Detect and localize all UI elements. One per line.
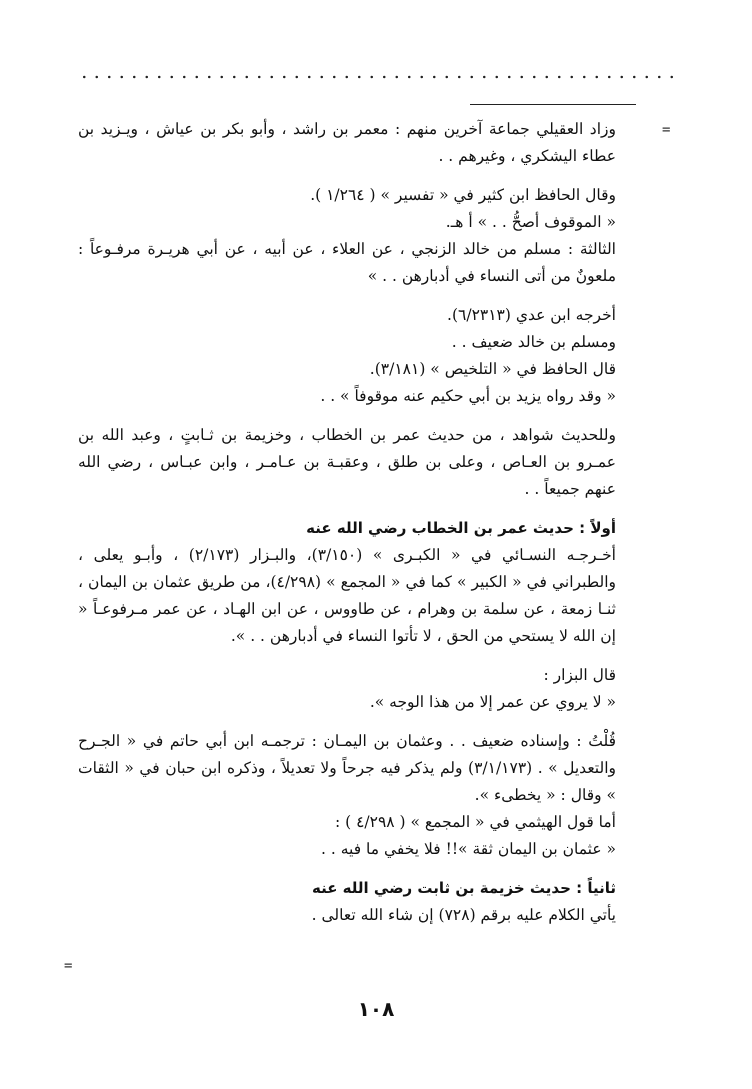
footnote-text — [78, 116, 638, 929]
text-line: « لا يروي عن عمر إلا من هذا الوجه ». — [369, 693, 616, 711]
page-number: ١٠٨ — [357, 997, 395, 1021]
text-line: وزاد العقيلي جماعة آخرين منهم : معمر بن راشد ، وأبو بكر بن عياش ، ويـزيد بن عطاء اليشكري ، وغيرهم . . — [78, 120, 616, 165]
section-heading: أولاً : حديث عمر بن الخطاب رضي الله عنه — [306, 519, 616, 537]
text-line: قال الحافظ في « التلخيص » (٣/١٨١). — [369, 360, 616, 378]
text-line: وقال الحافظ ابن كثير في « تفسير » ( ١/٢٦٤ ). — [310, 186, 616, 204]
text-line: « وقد رواه يزيد بن أبي حكيم عنه موقوفاً » . . — [320, 387, 616, 405]
dotted-header-line — [78, 74, 676, 80]
text-line: الثالثة : مسلم من خالد الزنجي ، عن العلاء ، عن أبيه ، عن أبي هريـرة مرفـوعاً : ملعونٌ من أتى النساء في أدبارهن . . » — [78, 240, 616, 285]
margin-mark-bottom: = — [64, 958, 73, 974]
text-line: أخـرجـه النسـائي في « الكبـرى » (٣/١٥٠)، والبـزار (٢/١٧٣) ، وأبـو يعلى ، والطبراني في « الكبير » كما في « المجمع » (٤/٢٩٨)، من طريق عثمان بن اليمان ، ثنـا زمعة ، عن سلمة بن وهرام ، عن طاووس ، عن ابن الهـاد ، عن عمر مـرفوعـاً « إن الله لا يستحي من الحق ، لا تأتوا النساء في أدبارهن . . ». — [78, 546, 616, 645]
text-line: قال البزار : — [543, 666, 616, 684]
paragraph-gap — [78, 650, 638, 662]
text-line: « عثمان بن اليمان ثقة »!! فلا يخفي ما فيه . . — [321, 840, 616, 858]
section-heading: ثانياً : حديث خزيمة بن ثابت رضي الله عنه — [311, 879, 616, 897]
paragraph-gap — [78, 410, 638, 422]
paragraph-gap — [78, 503, 638, 515]
text-line: أما قول الهيثمي في « المجمع » ( ٤/٢٩٨ ) : — [334, 813, 616, 831]
paragraph-gap — [78, 290, 638, 302]
text-line: يأتي الكلام عليه برقم (٧٢٨) إن شاء الله تعالى . — [311, 906, 616, 924]
text-line: أخرجه ابن عدي (٦/٢٣١٣). — [447, 306, 616, 324]
paragraph-gap — [78, 716, 638, 728]
text-line: « الموقوف أصحُّ . . » أ هـ. — [445, 213, 616, 231]
footnote-separator — [470, 104, 636, 105]
text-line: قُلْتُ : وإسناده ضعيف . . وعثمان بن اليمـان : ترجمـه ابن أبي حاتم في « الجـرح والتعديل » . (٣/١/١٧٣) ولم يذكر فيه جرحاً ولا تعديلاً ، وذكره ابن حبان في « الثقات » وقال : « يخطىء ». — [78, 732, 616, 804]
text-line: ومسلم بن خالد ضعيف . . — [451, 333, 616, 351]
text-line: وللحديث شواهد ، من حديث عمر بن الخطاب ، وخزيمة بن ثـابتٍ ، وعبد الله بن عمـرو بن العـاص ، وعلى بن طلق ، وعقبـة بن عـامـر ، وابن عبـاس ، رضي الله عنهم جميعاً . . — [78, 426, 616, 498]
margin-mark-top: = — [662, 122, 671, 138]
paragraph-gap — [78, 863, 638, 875]
paragraph-gap — [78, 170, 638, 182]
